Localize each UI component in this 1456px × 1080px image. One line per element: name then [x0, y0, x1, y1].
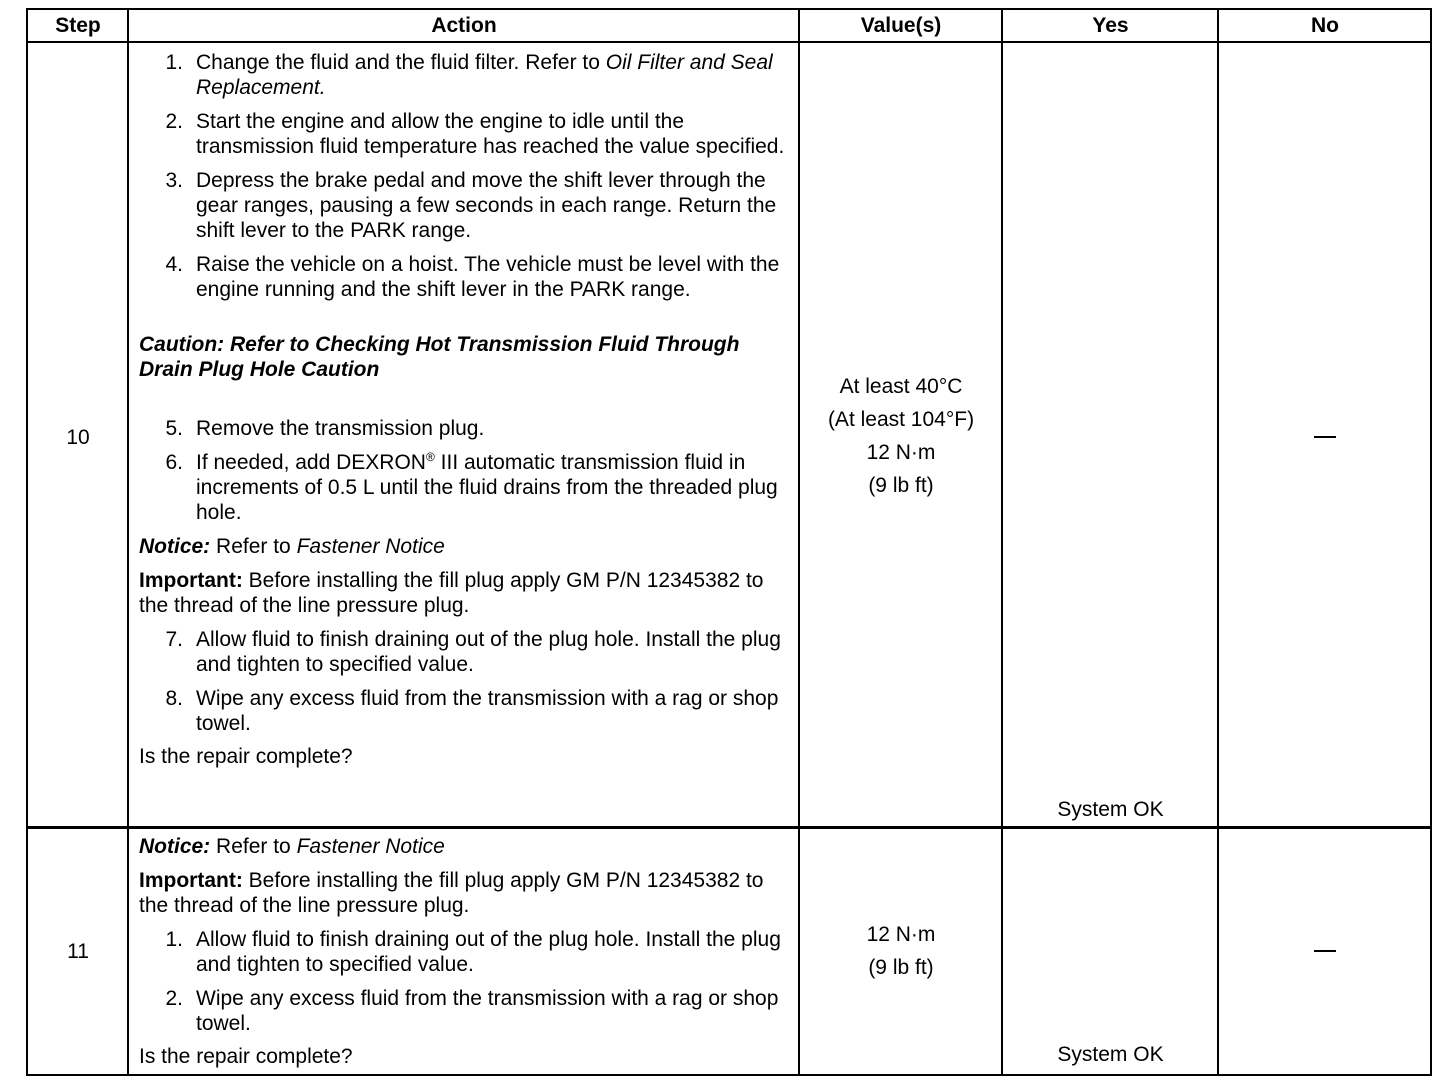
- procedure-list: [139, 416, 795, 525]
- col-divider: [1217, 10, 1219, 1074]
- notice-text: Notice: Refer to Fastener Notice: [139, 535, 445, 558]
- list-item: 6. If needed, add DEXRON® III automatic transmission fluid in increments of 0.5 L until the fluid drains from the threaded plug hole.: [165, 450, 778, 524]
- col-divider: [1001, 10, 1003, 1074]
- header-values: Value(s): [860, 14, 942, 37]
- reference-link: Fastener Notice: [296, 535, 445, 558]
- procedure-list: [139, 927, 795, 1036]
- value-line: (9 lb ft): [868, 956, 934, 979]
- header-no: No: [1311, 14, 1339, 37]
- action-step-11: [139, 834, 795, 1078]
- values-step-10: [800, 370, 1002, 502]
- question-text: Is the repair complete?: [139, 1045, 353, 1068]
- reference-link: Fastener Notice: [296, 835, 445, 858]
- reference-link: Oil Filter and Seal Replacement: [196, 51, 773, 99]
- value-line: 12 N·m: [866, 923, 936, 946]
- question-text: Is the repair complete?: [139, 745, 353, 768]
- value-line: At least 40°C: [839, 375, 963, 398]
- value-line: (At least 104°F): [827, 408, 975, 431]
- action-step-10: [139, 50, 795, 778]
- table-header: [28, 10, 1430, 43]
- important-text: Important: Before installing the fill plug apply GM P/N 12345382 to the thread of the line pressure plug.: [139, 869, 764, 917]
- yes-result-11: System OK: [1057, 1043, 1164, 1066]
- row-divider: [28, 826, 1430, 829]
- registered-mark: ®: [425, 450, 435, 464]
- list-item: 2. Wipe any excess fluid from the transmission with a rag or shop towel.: [165, 987, 779, 1035]
- list-item: 5. Remove the transmission plug.: [165, 417, 485, 440]
- list-item: 3. Depress the brake pedal and move the shift lever through the gear ranges, pausing a few seconds in each range. Return the shift lever to the PARK range.: [165, 169, 777, 242]
- values-step-11: [800, 918, 1002, 984]
- value-line: 12 N·m: [866, 441, 936, 464]
- no-result-10-dash: [1314, 436, 1336, 438]
- important-text: Important: Before installing the fill plug apply GM P/N 12345382 to the thread of the line pressure plug.: [139, 569, 764, 617]
- procedure-list: [139, 50, 795, 302]
- list-item: 1. Change the fluid and the fluid filter. Refer to Oil Filter and Seal Replacement.: [165, 51, 773, 99]
- step-number: 10: [66, 426, 90, 449]
- step-number: 11: [67, 940, 89, 963]
- no-result-11-dash: [1314, 950, 1336, 952]
- list-item: 8. Wipe any excess fluid from the transmission with a rag or shop towel.: [165, 687, 779, 735]
- header-yes: Yes: [1092, 14, 1129, 37]
- caution-text: Caution: Refer to Checking Hot Transmission Fluid Through Drain Plug Hole Caution: [139, 333, 740, 381]
- diagnostic-table: [26, 8, 1432, 1076]
- procedure-list: [139, 627, 795, 736]
- list-item: 7. Allow fluid to finish draining out of the plug hole. Install the plug and tighten to specified value.: [165, 628, 781, 676]
- header-action: Action: [431, 14, 497, 37]
- col-divider: [127, 10, 129, 1074]
- header-step: Step: [55, 14, 101, 37]
- value-line: (9 lb ft): [868, 474, 934, 497]
- notice-text: Notice: Refer to Fastener Notice: [139, 835, 445, 858]
- col-divider: [798, 10, 800, 1074]
- list-item: 2. Start the engine and allow the engine to idle until the transmission fluid temperature has reached the value specified.: [165, 110, 785, 158]
- list-item: 1. Allow fluid to finish draining out of the plug hole. Install the plug and tighten to specified value.: [165, 928, 781, 976]
- yes-result-10: System OK: [1057, 798, 1164, 821]
- list-item: 4. Raise the vehicle on a hoist. The vehicle must be level with the engine running and the shift lever in the PARK range.: [165, 253, 780, 301]
